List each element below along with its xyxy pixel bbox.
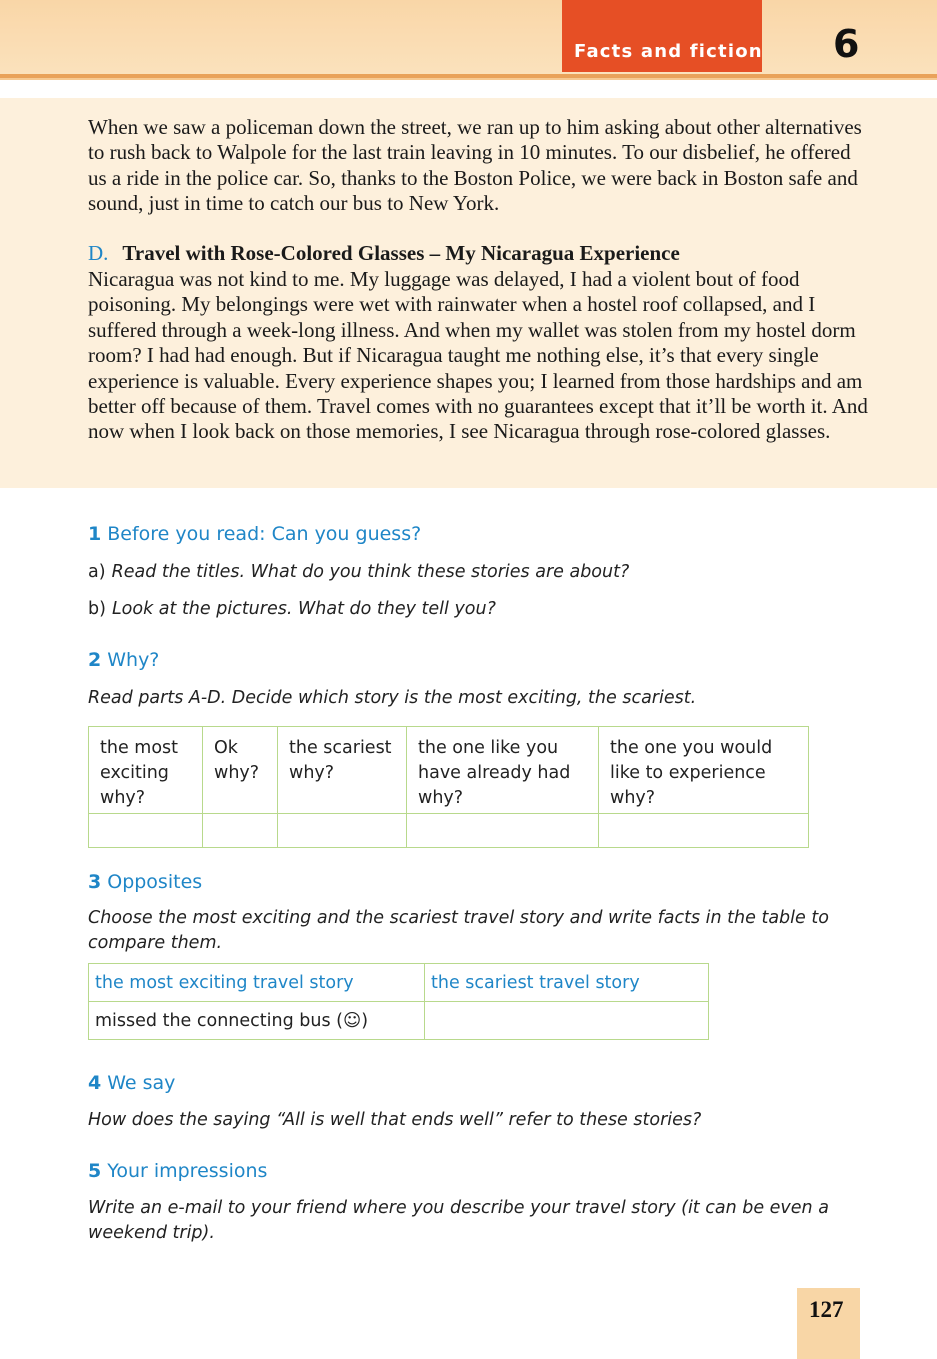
exercise-2-heading	[88, 649, 159, 671]
exercise-5-instruction: Write an e-mail to your friend where you describe your travel story (it can be even a weekend trip).	[88, 1198, 829, 1243]
table-cell[interactable]	[407, 814, 599, 848]
exercise-title: Your impressions	[107, 1160, 268, 1182]
chapter-title: Facts and fiction	[574, 41, 763, 62]
table-header-cell: the one like you have already had why?	[407, 727, 599, 814]
exercise-1-item-b	[88, 597, 496, 622]
table-header-row	[89, 964, 709, 1002]
table-header-row	[89, 727, 809, 814]
chapter-number: 6	[833, 22, 860, 66]
header-band	[0, 0, 937, 76]
item-text: Look at the pictures. What do they tell you?	[111, 599, 496, 619]
exercise-3-heading	[88, 871, 202, 893]
header-divider-light	[0, 78, 937, 80]
table-header-cell: Ok why?	[203, 727, 278, 814]
passage-section-d-heading	[88, 241, 868, 266]
exercise-number: 5	[88, 1160, 102, 1182]
table-header-cell: the most exciting travel story	[89, 964, 425, 1002]
section-title: Travel with Rose-Colored Glasses – My Nicaragua Experience	[122, 241, 680, 265]
section-letter: D.	[88, 241, 109, 265]
exercise-number: 1	[88, 523, 102, 545]
exercise-title: We say	[107, 1072, 176, 1094]
exercise-3-instruction: Choose the most exciting and the scariest travel story and write facts in the table to compare them.	[88, 908, 829, 953]
table-header-cell: the scariest travel story	[425, 964, 709, 1002]
table-cell[interactable]	[425, 1002, 709, 1040]
page-number: 127	[809, 1297, 844, 1322]
passage-paragraph-c: When we saw a policeman down the street, we ran up to him asking about other alternatives to rush back to Walpole for the last train leaving in 10 minutes. To our disbelief, he offered us a ride in the police car. So, thanks to the Boston Police, we were back in Boston safe and sound, just in time to catch our bus to New York.	[88, 115, 862, 216]
exercise-1-heading	[88, 523, 421, 545]
table-cell[interactable]	[203, 814, 278, 848]
opposites-table	[88, 963, 709, 1040]
exercise-number: 2	[88, 649, 102, 671]
exercise-title: Opposites	[107, 871, 203, 893]
exercise-5-heading	[88, 1160, 267, 1182]
exercise-number: 4	[88, 1072, 102, 1094]
table-header-cell: the one you would like to experience why?	[599, 727, 809, 814]
table-cell[interactable]	[278, 814, 407, 848]
exercise-1-item-a	[88, 560, 629, 585]
item-text: Read the titles. What do you think these stories are about?	[111, 562, 630, 582]
passage-section-d-body: Nicaragua was not kind to me. My luggage was delayed, I had a violent bout of food poisoning. My belongings were wet with rainwater when a hostel roof collapsed, and I suffered through a week-long illness. And when my wallet was stolen from my hostel dorm room? I had had enough. But if Nicaragua taught me nothing else, it’s that every single experience is valuable. Every experience shapes you; I learned from those hardships and am better off because of them. Travel comes with no guarantees except that it’ll be worth it. And now when I look back on those memories, I see Nicaragua through rose-colored glasses.	[88, 267, 868, 444]
table-row	[89, 814, 809, 848]
table-cell[interactable]	[599, 814, 809, 848]
item-label: b)	[88, 599, 106, 619]
table-row	[89, 1002, 709, 1040]
table-header-cell: the most exciting why?	[89, 727, 203, 814]
exercise-4-instruction: How does the saying “All is well that ends well” refer to these stories?	[88, 1110, 702, 1130]
table-header-cell: the scariest why?	[278, 727, 407, 814]
exercise-4-heading	[88, 1072, 175, 1094]
item-label: a)	[88, 562, 106, 582]
exercise-number: 3	[88, 871, 102, 893]
why-table	[88, 726, 809, 848]
exercise-title: Before you read: Can you guess?	[107, 523, 422, 545]
table-cell[interactable]: missed the connecting bus (☺)	[89, 1002, 425, 1040]
table-cell[interactable]	[89, 814, 203, 848]
exercise-2-instruction: Read parts A-D. Decide which story is the most exciting, the scariest.	[88, 688, 697, 708]
exercise-title: Why?	[107, 649, 160, 671]
